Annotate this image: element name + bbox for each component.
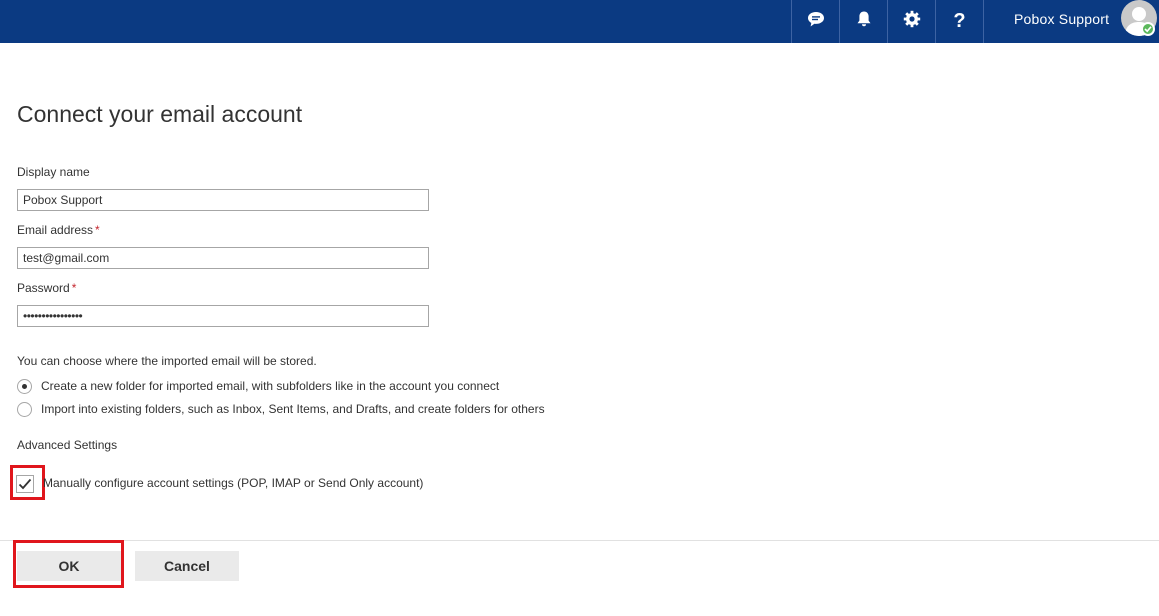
password-label	[17, 281, 76, 295]
highlight-box-ok	[13, 540, 124, 588]
radio-existing-folders-label: Import into existing folders, such as Inbox, Sent Items, and Drafts, and create folders for others	[41, 402, 545, 416]
chat-icon	[807, 11, 825, 33]
settings-button[interactable]	[887, 0, 935, 43]
password-input[interactable]: ••••••••••••••••	[17, 305, 429, 327]
chat-button[interactable]	[791, 0, 839, 43]
advanced-settings-heading: Advanced Settings	[17, 438, 118, 452]
storage-prompt: You can choose where the imported email will be stored.	[17, 354, 317, 368]
help-icon: ?	[953, 10, 966, 32]
radio-new-folder-label: Create a new folder for imported email, with subfolders like in the account you connect	[41, 379, 500, 393]
required-mark: *	[71, 281, 77, 295]
gear-icon	[903, 10, 921, 33]
presence-available-icon	[1141, 22, 1155, 36]
radio-button-unselected[interactable]	[17, 402, 32, 417]
radio-new-folder[interactable]	[17, 378, 499, 394]
user-name: Pobox Support	[1014, 11, 1110, 27]
help-button[interactable]	[935, 0, 983, 43]
radio-existing-folders[interactable]	[17, 401, 545, 417]
email-address-input[interactable]	[17, 247, 429, 269]
email-address-label-text: Email address	[17, 223, 94, 237]
user-menu[interactable]	[983, 0, 1159, 43]
email-address-label	[17, 223, 100, 237]
required-mark: *	[95, 223, 100, 237]
checkmark-icon	[18, 478, 32, 490]
page-title: Connect your email account	[17, 101, 303, 127]
manual-config-checkbox[interactable]	[16, 475, 34, 493]
manual-config-label: Manually configure account settings (POP, IMAP or Send Only account)	[43, 476, 424, 490]
radio-button-selected[interactable]	[17, 379, 32, 394]
footer-divider	[0, 540, 1159, 541]
notifications-button[interactable]	[839, 0, 887, 43]
password-label-text: Password	[17, 281, 70, 295]
cancel-button[interactable]: Cancel	[135, 551, 239, 581]
ok-button[interactable]: OK	[17, 551, 121, 581]
display-name-input[interactable]	[17, 189, 429, 211]
top-bar	[0, 0, 1159, 43]
display-name-label: Display name	[17, 165, 90, 179]
bell-icon	[856, 10, 872, 33]
